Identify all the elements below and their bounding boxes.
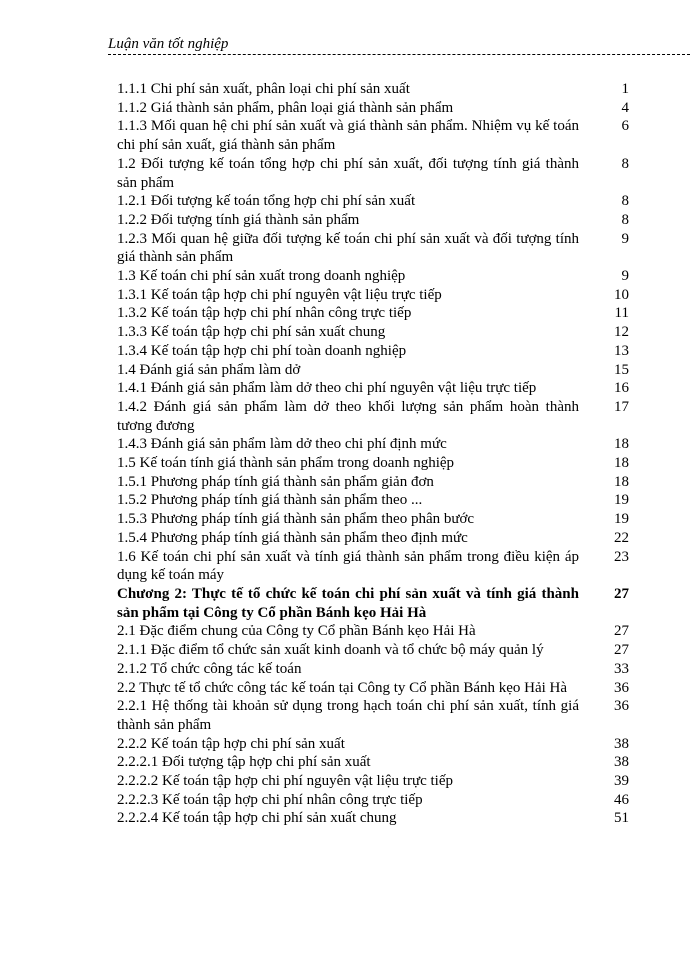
toc-entry-page-number: 8 <box>621 155 629 172</box>
toc-entry-page-number: 39 <box>614 773 629 790</box>
toc-entry-title: 2.2.2.1 Đối tượng tập hợp chi phí sản xuất <box>117 754 371 771</box>
toc-entry-title: 1.4.2 Đánh giá sản phẩm làm dở theo khối lượng sản phẩm hoàn thành tương đương <box>117 398 579 434</box>
toc-entry-title: 1.2.3 Mối quan hệ giữa đối tượng kế toán chi phí sản xuất và đối tượng tính giá thành sản phẩm <box>117 230 579 266</box>
toc-entry-page-number: 36 <box>614 679 629 696</box>
toc-entry <box>117 286 629 305</box>
toc-entry <box>117 585 629 622</box>
toc-entry <box>117 510 629 529</box>
toc-entry <box>117 772 629 791</box>
toc-entry <box>117 791 629 810</box>
toc-entry <box>117 660 629 679</box>
toc-entry <box>117 398 629 435</box>
toc-entry <box>117 548 629 585</box>
toc-entry <box>117 529 629 548</box>
toc-entry-page-number: 22 <box>614 529 629 546</box>
toc-entry-page-number: 46 <box>614 791 629 808</box>
toc-entry-page-number: 38 <box>614 754 629 771</box>
toc-entry <box>117 473 629 492</box>
toc-entry-page-number: 8 <box>621 193 629 210</box>
toc-entry <box>117 80 629 99</box>
toc-entry <box>117 641 629 660</box>
toc-entry-page-number: 18 <box>614 455 629 472</box>
toc-entry <box>117 361 629 380</box>
toc-entry-page-number: 36 <box>614 698 629 715</box>
toc-entry <box>117 117 629 154</box>
toc-entry-page-number: 10 <box>614 286 629 303</box>
toc-entry-page-number: 15 <box>614 361 629 378</box>
toc-entry-page-number: 19 <box>614 492 629 509</box>
toc-entry <box>117 211 629 230</box>
toc-entry-page-number: 27 <box>614 642 629 659</box>
toc-entry-page-number: 27 <box>614 585 629 602</box>
toc-entry <box>117 697 629 734</box>
toc-entry <box>117 622 629 641</box>
toc-entry-page-number: 33 <box>614 660 629 677</box>
toc-entry-title: 2.2.2.4 Kế toán tập hợp chi phí sản xuất chung <box>117 810 397 827</box>
toc-entry-page-number: 6 <box>621 118 629 135</box>
toc-entry-title: 1.5.4 Phương pháp tính giá thành sản phẩm theo định mức <box>117 529 468 546</box>
toc-entry <box>117 323 629 342</box>
header-divider <box>108 54 690 55</box>
toc-entry <box>117 379 629 398</box>
toc-entry-page-number: 51 <box>614 810 629 827</box>
toc-entry <box>117 753 629 772</box>
toc-entry-page-number: 1 <box>621 81 629 97</box>
toc-entry-page-number: 8 <box>621 211 629 228</box>
toc-entry-title: 1.3 Kế toán chi phí sản xuất trong doanh nghiệp <box>117 268 406 285</box>
toc-entry-page-number: 19 <box>614 511 629 528</box>
toc-entry <box>117 192 629 211</box>
toc-entry-title: 1.5.1 Phương pháp tính giá thành sản phẩm giản đơn <box>117 473 434 490</box>
toc-entry <box>117 304 629 323</box>
toc-entry-title: 1.1.1 Chi phí sản xuất, phân loại chi phí sản xuất <box>117 81 410 97</box>
toc-entry <box>117 491 629 510</box>
toc-entry-page-number: 16 <box>614 380 629 397</box>
running-header: Luận văn tốt nghiệp <box>108 36 229 52</box>
toc-entry-page-number: 23 <box>614 548 629 565</box>
toc-entry-title: 1.3.3 Kế toán tập hợp chi phí sản xuất chung <box>117 324 386 341</box>
toc-entry <box>117 809 629 828</box>
toc-entry-page-number: 9 <box>621 268 629 285</box>
toc-entry-title: 2.2.2.2 Kế toán tập hợp chi phí nguyên vật liệu trực tiếp <box>117 773 453 790</box>
toc-entry-title: 1.3.2 Kế toán tập hợp chi phí nhân công trực tiếp <box>117 305 412 322</box>
toc-entry-page-number: 38 <box>614 735 629 752</box>
toc-entry <box>117 230 629 267</box>
toc-entry-title: 1.2 Đối tượng kế toán tổng hợp chi phí sản xuất, đối tượng tính giá thành sản phẩm <box>117 155 579 191</box>
toc-entry-page-number: 4 <box>621 99 629 116</box>
toc-entry-page-number: 18 <box>614 436 629 453</box>
table-of-contents <box>117 80 629 828</box>
toc-entry-title: 2.1 Đặc điểm chung của Công ty Cổ phần Bánh kẹo Hải Hà <box>117 623 476 640</box>
toc-entry-title: 1.5.2 Phương pháp tính giá thành sản phẩm theo ... <box>117 492 423 509</box>
toc-entry-page-number: 18 <box>614 473 629 490</box>
toc-entry-title: 1.3.4 Kế toán tập hợp chi phí toàn doanh nghiệp <box>117 342 407 359</box>
toc-entry-title: 1.4.1 Đánh giá sản phẩm làm dở theo chi phí nguyên vật liệu trực tiếp <box>117 380 537 397</box>
toc-entry <box>117 342 629 361</box>
toc-entry-title: 1.2.2 Đối tượng tính giá thành sản phẩm <box>117 211 360 228</box>
toc-entry <box>117 679 629 698</box>
toc-entry <box>117 267 629 286</box>
toc-entry-title: 1.1.2 Giá thành sản phẩm, phân loại giá thành sản phẩm <box>117 99 454 116</box>
toc-entry <box>117 435 629 454</box>
toc-entry-page-number: 11 <box>614 305 629 322</box>
toc-entry-title: 2.2.2.3 Kế toán tập hợp chi phí nhân công trực tiếp <box>117 791 423 808</box>
toc-entry-title: 1.4.3 Đánh giá sản phẩm làm dở theo chi phí định mức <box>117 436 447 453</box>
toc-entry-title: 2.2.2 Kế toán tập hợp chi phí sản xuất <box>117 735 345 752</box>
toc-entry-title: 1.2.1 Đối tượng kế toán tổng hợp chi phí sản xuất <box>117 193 416 210</box>
toc-entry-title: 2.2 Thực tế tổ chức công tác kế toán tại Công ty Cổ phần Bánh kẹo Hải Hà <box>117 679 568 696</box>
toc-entry-page-number: 12 <box>614 324 629 341</box>
toc-entry-page-number: 17 <box>614 398 629 415</box>
toc-entry <box>117 454 629 473</box>
toc-entry-title: 1.3.1 Kế toán tập hợp chi phí nguyên vật liệu trực tiếp <box>117 286 442 303</box>
toc-entry-title: 1.4 Đánh giá sản phẩm làm dở <box>117 361 301 378</box>
toc-entry-title: 1.1.3 Mối quan hệ chi phí sản xuất và giá thành sản phẩm. Nhiệm vụ kế toán chi phí sản xuất, giá thành sản phẩm <box>117 118 579 154</box>
toc-entry-title: 1.6 Kế toán chi phí sản xuất và tính giá thành sản phẩm trong điều kiện áp dụng kế toán máy <box>117 548 579 584</box>
toc-entry <box>117 155 629 192</box>
toc-entry-title: 2.1.1 Đặc điểm tổ chức sản xuất kinh doanh và tổ chức bộ máy quản lý <box>117 642 544 659</box>
toc-entry-title: 1.5 Kế toán tính giá thành sản phẩm trong doanh nghiệp <box>117 455 455 472</box>
toc-entry-title: 2.2.1 Hệ thống tài khoản sử dụng trong hạch toán chi phí sản xuất, tính giá thành sản phẩm <box>117 698 579 733</box>
toc-entry <box>117 99 629 118</box>
toc-entry-title: 2.1.2 Tổ chức công tác kế toán <box>117 660 302 677</box>
toc-entry-page-number: 27 <box>614 623 629 640</box>
toc-entry-page-number: 13 <box>614 342 629 359</box>
toc-entry <box>117 735 629 754</box>
toc-entry-title: Chương 2: Thực tế tổ chức kế toán chi phí sản xuất và tính giá thành sản phẩm tại Công ty Cổ phần Bánh kẹo Hải Hà <box>117 585 579 621</box>
toc-entry-page-number: 9 <box>621 230 629 247</box>
toc-entry-title: 1.5.3 Phương pháp tính giá thành sản phẩm theo phân bước <box>117 511 475 528</box>
